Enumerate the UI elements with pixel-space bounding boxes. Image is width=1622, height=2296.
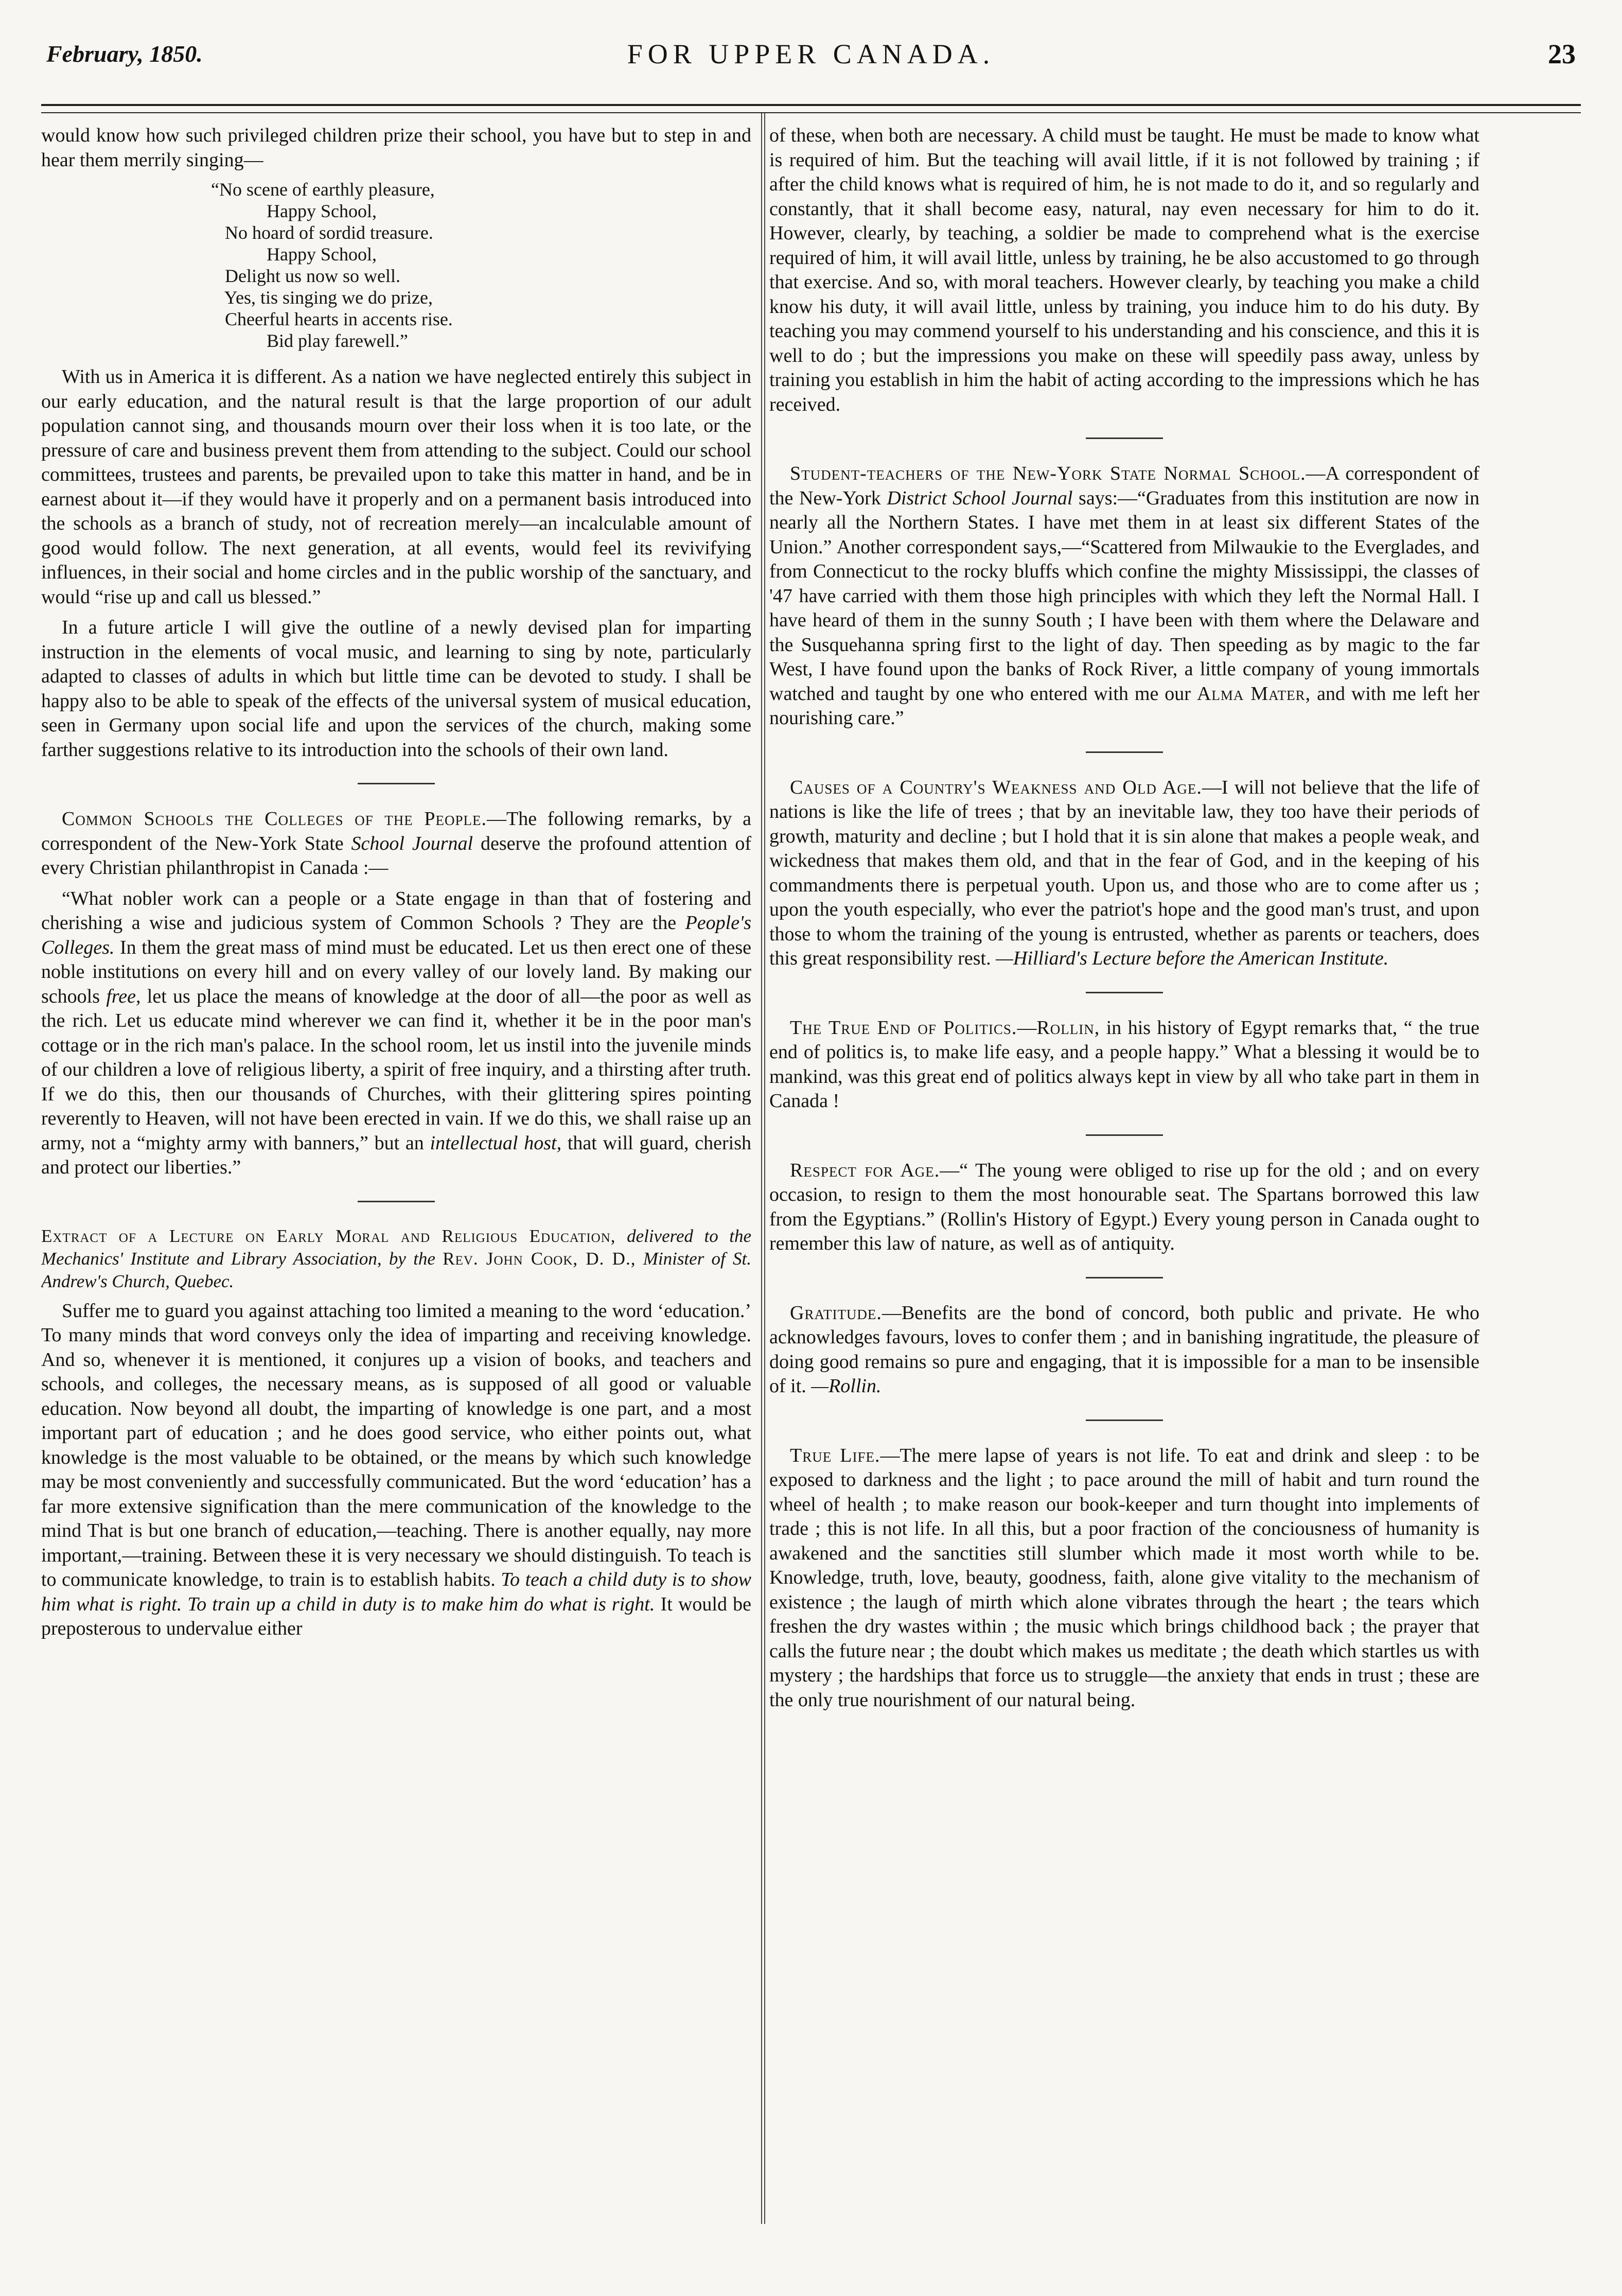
attribution: —Hilliard's Lecture before the American Institute. xyxy=(996,948,1389,969)
poem-line: Happy School, xyxy=(211,201,377,221)
article-extract-heading: Extract of a Lecture on Early Moral and Religious Education, delivered to the Mechanics' Institute and Library Association, by the Rev. John Cook, D. D., Minister of St. Andrew's Church, Quebec. xyxy=(41,1225,751,1291)
attribution: —Rollin. xyxy=(811,1375,881,1397)
article-heading: Gratitude. xyxy=(790,1302,882,1324)
page-number: 23 xyxy=(1548,39,1576,69)
header-rule xyxy=(41,104,1581,113)
section-separator xyxy=(1086,1134,1163,1136)
article-heading: Respect for Age. xyxy=(790,1159,940,1181)
section-separator xyxy=(358,1201,435,1202)
common-schools-quote: “What nobler work can a people or a State engage in than that of fostering and cherishing a wise and judicious system of Common Schools ? They are the People's Colleges. In them the great mass of mind must be educated. Let us then erect one of these noble institutions on every hill and on every valley of our lovely land. By making our schools free, let us place the means of knowledge at the door of all—the poor as well as the rich. Let us educate mind wherever we can find it, whether it be in the poor man's cottage or in the rich man's palace. In the school room, let us instil into the juvenile minds of our children a love of religious liberty, a spirit of free inquiry, and a thirsting after truth. If we do this, then our thousands of Churches, with their glittering spires pointing reverently to Heaven, will not have been erected in vain. If we do this, we shall raise up an army, not a “mighty army with banners,” but an intellectual host, that will guard, cherish and protect our liberties.” xyxy=(41,887,751,1178)
left-column xyxy=(41,124,751,2265)
article-respect-for-age: Respect for Age.—“ The young were obliged to rise up for the old ; and on every occasion, to resign to them the most honourable seat. The Spartans borrowed this law from the Egyptians.” (Rollin's History of Egypt.) Every young person in Canada ought to remember this law of nature, as well as of antiquity. xyxy=(769,1159,1479,1254)
column-divider xyxy=(761,113,762,2224)
paragraph-future-article: In a future article I will give the outline of a newly devised plan for imparting instruction in the elements of vocal music, and learning to sing by note, particularly adapted to classes of adults in which but little time can be devoted to study. I shall be happy also to be able to speak of the effects of the universal system of musical education, seen in Germany upon social life and upon the services of the church, making some farther suggestions relative to its introduction into the schools of their own land. xyxy=(41,617,751,761)
columns xyxy=(41,124,1581,2265)
continuation-paragraph: of these, when both are necessary. A child must be taught. He must be made to know what is required of him. But the teaching will avail little, if it is not followed by training ; if after the child knows what is required of him, he is not made to do it, and so regularly and constantly, that it shall become easy, natural, nay even necessary for him to do it. However, clearly, by teaching, a soldier be made to comprehend what is the exercise required of him, it will avail little, unless by training, he be also accustomed to go through that exercise. And so, with moral teachers. However clearly, by teaching you make a child know his duty, it will avail little, unless by training, you induce him to do his duty. By teaching you may commend yourself to his understanding and his conscience, and this it is well to do ; but the impressions you make on these will speedily pass away, unless by training you establish in him the habit of acting according to the impressions which he has received. xyxy=(769,125,1479,415)
article-heading: Common Schools the Colleges of the People. xyxy=(62,808,487,830)
poem-line: Bid play farewell.” xyxy=(211,330,408,351)
column-divider xyxy=(764,113,765,2224)
school-song xyxy=(211,179,751,352)
article-causes-weakness: Causes of a Country's Weakness and Old Age.—I will not believe that the life of nations is like the life of trees ; that by an inevitable law, they too have their periods of growth, maturity and decline ; but I hold that it is sin alone that makes a people weak, and wickedness that makes them old, and that in the fear of God, and in the keeping of his commandments there is perpetual youth. Upon us, and those who are to come after us ; upon the youth especially, who ever the patriot's hope and the good man's trust, and upon those to whom the training of the young is entrusted, whether as parents or teachers, does this great responsibility rest. —Hilliard's Lecture before the American Institute. xyxy=(769,776,1479,969)
article-true-end-politics: The True End of Politics.—Rollin, in his history of Egypt remarks that, “ the true end of politics is, to make life easy, and a people happy.” What a blessing it would be to mankind, was this great end of politics always kept in view by all who take part in them in Canada ! xyxy=(769,1016,1479,1112)
section-separator xyxy=(1086,437,1163,439)
section-separator xyxy=(1086,751,1163,753)
article-heading: Causes of a Country's Weakness and Old Age. xyxy=(790,776,1202,798)
poem-line: No hoard of sordid treasure. xyxy=(211,222,433,243)
section-separator xyxy=(1086,1277,1163,1278)
article-extract-body: Suffer me to guard you against attaching too limited a meaning to the word ‘education.’ To many minds that word conveys only the idea of imparting and receiving knowledge. And so, whenever it is mentioned, it conjures up a vision of books, and teachers and schools, and colleges, the necessary means, as is supposed of all good or valuable education. Now beyond all doubt, the imparting of knowledge is one part, and a most important part of education ; and he does good service, who either points out, what knowledge is the most valuable to be obtained, or the means by which such knowledge may be most conveniently and successfully communicated. But the word ‘education’ has a far more extensive signification than the mere communication of the knowledge to the mind That is but one branch of education,—teaching. There is another equally, nay more important,—training. Between these it is very necessary we should distinguish. To teach is to communicate knowledge, to train is to establish habits. To teach a child duty is to show him what is right. To train up a child in duty is to make him do what is right. It would be preposterous to undervalue either xyxy=(41,1300,751,1639)
paragraph-america: With us in America it is different. As a nation we have neglected entirely this subject in our early education, and the natural result is that the large proportion of our adult population cannot sing, and thousands mourn over their loss when it is too late, or the pressure of care and business prevent them from attending to the subject. Could our school committees, trustees and parents, be prevailed upon to take this matter in hand, and be in earnest about it—if they would have it properly and on a permanent basis introduced into the schools as a branch of study, not of recreation merely—an incalculable amount of good would follow. The next generation, at all events, would feel its revivifying influences, in their social and home circles and in the public worship of the sanctuary, and would “rise up and call us blessed.” xyxy=(41,366,751,608)
publication-title: FOR UPPER CANADA. xyxy=(627,39,995,69)
article-heading: True Life. xyxy=(790,1444,880,1466)
poem-line: Cheerful hearts in accents rise. xyxy=(211,309,453,329)
article-true-life: True Life.—The mere lapse of years is not life. To eat and drink and sleep : to be exposed to darkness and the light ; to pace around the mill of habit and turn round the wheel of health ; to make reason our book-keeper and turn thought into implements of trade ; this is not life. In all this, but a poor fraction of the conciousness of humanity is awakened and the sanctities still slumber which made it most worth while to be. Knowledge, truth, love, beauty, goodness, faith, alone give vitality to the mechanism of existence ; the laugh of mirth which alone vibrates through the heart ; the tears which freshen the dry wastes within ; the music which brings childhood back ; the prayer that calls the future near ; the doubt which makes us meditate ; the death which startles us with mystery ; the hardships that force us to struggle—the anxiety that ends in trust ; these are the only true nourishment of our natural being. xyxy=(769,1444,1479,1711)
poem-line: Happy School, xyxy=(211,244,377,265)
section-separator xyxy=(1086,1419,1163,1421)
article-gratitude: Gratitude.—Benefits are the bond of concord, both public and private. He who acknowledges favours, loves to confer them ; and in banishing ingratitude, the pleasure of doing good remains so pure and engaging, that it is impossible for a man to be insensible of it. —Rollin. xyxy=(769,1302,1479,1397)
article-heading: The True End of Politics. xyxy=(790,1016,1017,1039)
article-student-teachers: Student-teachers of the New-York State Normal School.—A correspondent of the New-York District School Journal says:—“Graduates from this institution are now in nearly all the Northern States. I have met them in at least six different States of the Union.” Another correspondent says,—“Scattered from Milwaukie to the Everglades, and from Connecticut to the rocky bluffs which confine the mighty Mississippi, the classes of '47 have carried with them those high principles with which they left the Normal Hall. I have heard of them in the sunny South ; I have been with them where the Delaware and the Susquehanna spring first to the light of day. Then speeding as by magic to the far West, I have found upon the banks of Rock River, a little company of young immortals watched and taught by one who entered with me our Alma Mater, and with me left her nourishing care.” xyxy=(769,463,1479,729)
article-heading: Extract of a Lecture on Early Moral and Religious Education, xyxy=(41,1225,616,1246)
issue-date: February, 1850. xyxy=(46,41,203,67)
opening-paragraph: would know how such privileged children prize their school, you have but to step in and hear them merrily singing— xyxy=(41,125,751,171)
right-column xyxy=(769,124,1479,2265)
masthead xyxy=(41,31,1581,72)
section-separator xyxy=(358,783,435,784)
article-common-schools: Common Schools the Colleges of the People.—The following remarks, by a correspondent of the New-York State School Journal deserve the profound attention of every Christian philanthropist in Canada :— xyxy=(41,808,751,879)
poem-line: “No scene of earthly pleasure, xyxy=(211,179,435,200)
poem-line: Yes, tis singing we do prize, xyxy=(211,287,433,308)
section-separator xyxy=(1086,992,1163,993)
article-heading: Student-teachers of the New-York State Normal School. xyxy=(790,463,1306,484)
poem-line: Delight us now so well. xyxy=(211,266,400,286)
